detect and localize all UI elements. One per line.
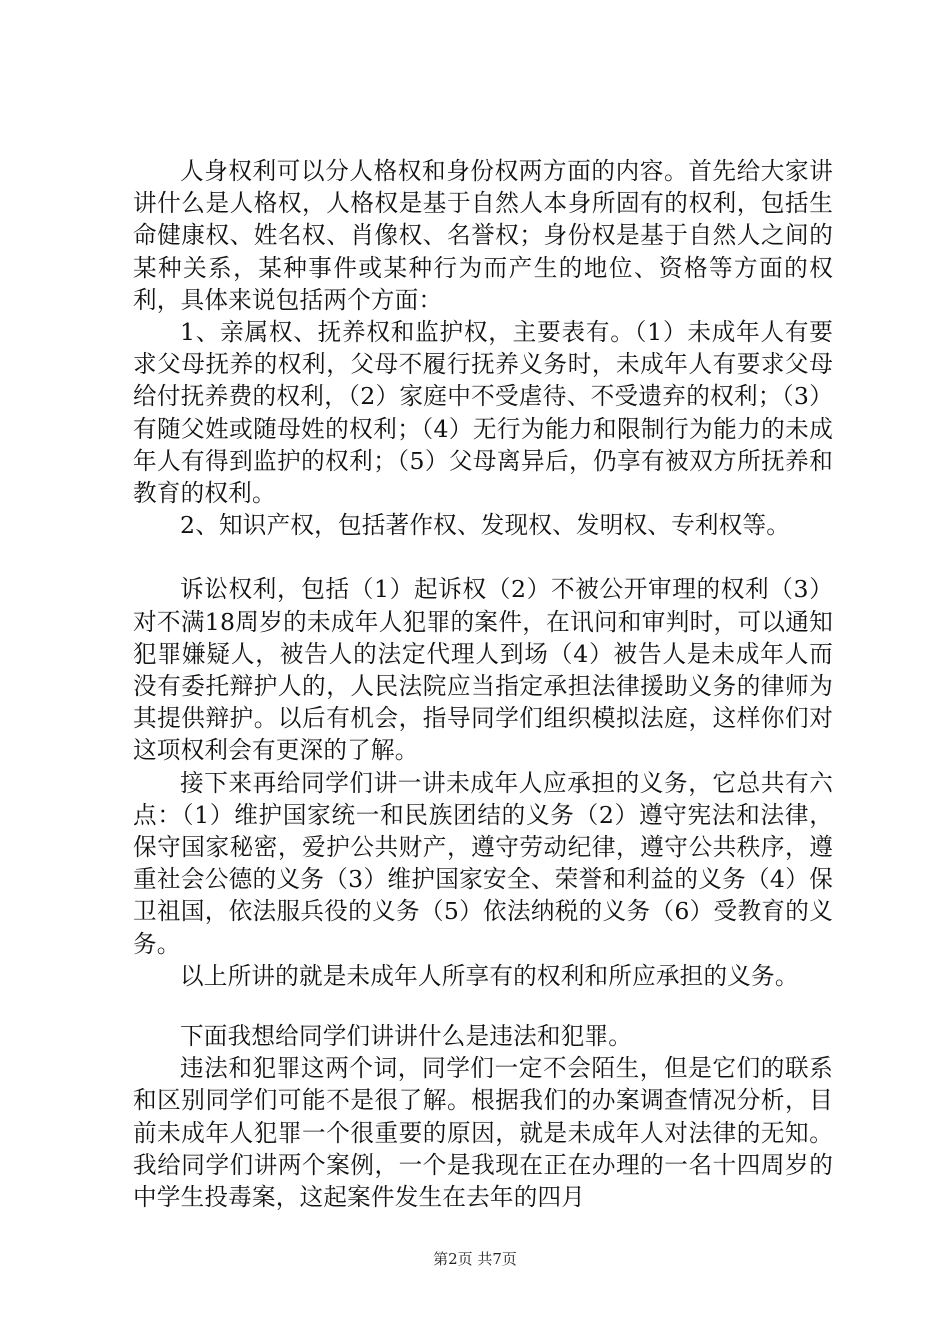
document-body bbox=[133, 155, 833, 1213]
paragraph-crime-cases: 违法和犯罪这两个词，同学们一定不会陌生，但是它们的联系和区别同学们可能不是很了解。根据我们的办案调查情况分析，目前未成年人犯罪一个很重要的原因，就是未成年人对法律的无知。我给同学们讲两个案例，一个是我现在正在办理的一名十四周岁的中学生投毒案，这起案件发生在去年的四月 bbox=[133, 1054, 833, 1212]
paragraph-summary: 以上所讲的就是未成年人所享有的权利和所应承担的义务。 bbox=[180, 961, 799, 990]
paragraph-intellectual-property: 2、知识产权，包括著作权、发现权、发明权、专利权等。 bbox=[180, 511, 791, 540]
paragraph-spacer bbox=[133, 992, 833, 1020]
paragraph-kinship-rights: 1、亲属权、抚养权和监护权，主要表有。（1）未成年人有要求父母抚养的权利，父母不履行抚养义务时，未成年人有要求父母给付抚养费的权利，（2）家庭中不受虐待、不受遗弃的权利；（3）有随父姓或随母姓的权利；（4）无行为能力和限制行为能力的未成年人有得到监护的权利；（5）父母离异后，仍享有被双方所抚养和教育的权利。 bbox=[133, 318, 833, 508]
paragraph-obligations: 接下来再给同学们讲一讲未成年人应承担的义务，它总共有六点：（1）维护国家统一和民族团结的义务（2）遵守宪法和法律，保守国家秘密，爱护公共财产，遵守劳动纪律，遵守公共秩序，遵重社会公德的义务（3）维护国家安全、荣誉和利益的义务（4）保卫祖国，依法服兵役的义务（5）依法纳税的义务（6）受教育的义务。 bbox=[133, 768, 833, 958]
page-number: 第2页 共7页 bbox=[433, 1250, 517, 1268]
paragraph-litigation-rights: 诉讼权利，包括（1）起诉权（2）不被公开审理的权利（3）对不满18周岁的未成年人犯罪的案件，在讯问和审判时，可以通知犯罪嫌疑人，被告人的法定代理人到场（4）被告人是未成年人而没有委托辩护人的，人民法院应当指定承担法律援助义务的律师为其提供辩护。以后有机会，指导同学们组织模拟法庭，这样你们对这项权利会有更深的了解。 bbox=[133, 575, 833, 765]
paragraph-spacer bbox=[133, 541, 833, 573]
paragraph-personal-rights: 人身权利可以分人格权和身份权两方面的内容。首先给大家讲讲什么是人格权，人格权是基于自然人本身所固有的权利，包括生命健康权、姓名权、肖像权、名誉权；身份权是基于自然人之间的某种关系，某种事件或某种行为而产生的地位、资格等方面的权利，具体来说包括两个方面： bbox=[133, 157, 833, 314]
paragraph-intro-crime: 下面我想给同学们讲讲什么是违法和犯罪。 bbox=[180, 1022, 633, 1051]
